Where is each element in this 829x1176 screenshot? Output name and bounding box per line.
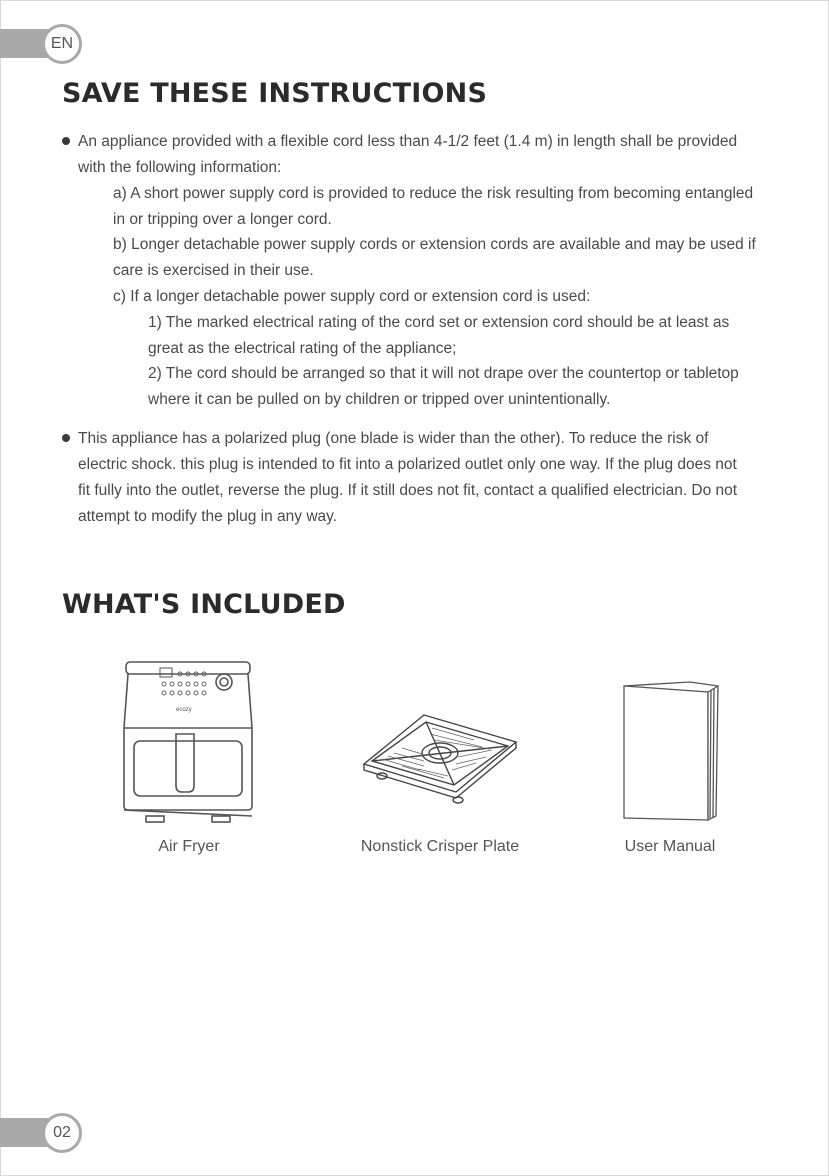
item-b-line1: b) Longer detachable power supply cords or extension cords are available and may be used if <box>113 236 756 253</box>
crisper-plate-illustration <box>362 712 518 808</box>
item-a-line2: in or tripping over a longer cord. <box>113 211 332 228</box>
user-manual-illustration <box>620 678 720 824</box>
item-c1-line2: great as the electrical rating of the appliance; <box>148 340 457 357</box>
bullet2-line1: This appliance has a polarized plug (one blade is wider than the other). To reduce the risk of <box>78 430 709 447</box>
air-fryer-brand: ecozy <box>176 707 192 713</box>
item-a-line1: a) A short power supply cord is provided to reduce the risk resulting from becoming entangled <box>113 185 754 202</box>
item-c-line1: c) If a longer detachable power supply cord or extension cord is used: <box>113 288 591 305</box>
item-b-line2: care is exercised in their use. <box>113 262 314 279</box>
bullet-point <box>62 137 70 145</box>
bullet1-line2: with the following information: <box>78 159 282 176</box>
page-number: 02 <box>42 1113 82 1153</box>
item-c1-line1: 1) The marked electrical rating of the cord set or extension cord should be at least as <box>148 314 730 331</box>
included-title: WHAT'S INCLUDED <box>62 589 346 620</box>
bullet-point <box>62 434 70 442</box>
crisper-plate-label: Nonstick Crisper Plate <box>360 838 520 855</box>
air-fryer-label: Air Fryer <box>158 838 220 855</box>
item-c2-line2: where it can be pulled on by children or tripped over unintentionally. <box>148 391 611 408</box>
air-fryer-illustration <box>118 658 258 824</box>
language-tab: EN <box>42 24 82 64</box>
bullet2-line2: electric shock. this plug is intended to fit into a polarized outlet only one way. If the plug does not <box>78 456 737 473</box>
item-c2-line1: 2) The cord should be arranged so that it will not drape over the countertop or tabletop <box>148 365 739 382</box>
bullet2-line3: fit fully into the outlet, reverse the plug. If it still does not fit, contact a qualified electrician. Do not <box>78 482 738 499</box>
bullet2-line4: attempt to modify the plug in any way. <box>78 508 338 525</box>
bullet1-line1: An appliance provided with a flexible cord less than 4-1/2 feet (1.4 m) in length shall be provided <box>78 133 738 150</box>
instructions-title: SAVE THESE INSTRUCTIONS <box>62 78 488 109</box>
user-manual-label: User Manual <box>624 838 716 855</box>
